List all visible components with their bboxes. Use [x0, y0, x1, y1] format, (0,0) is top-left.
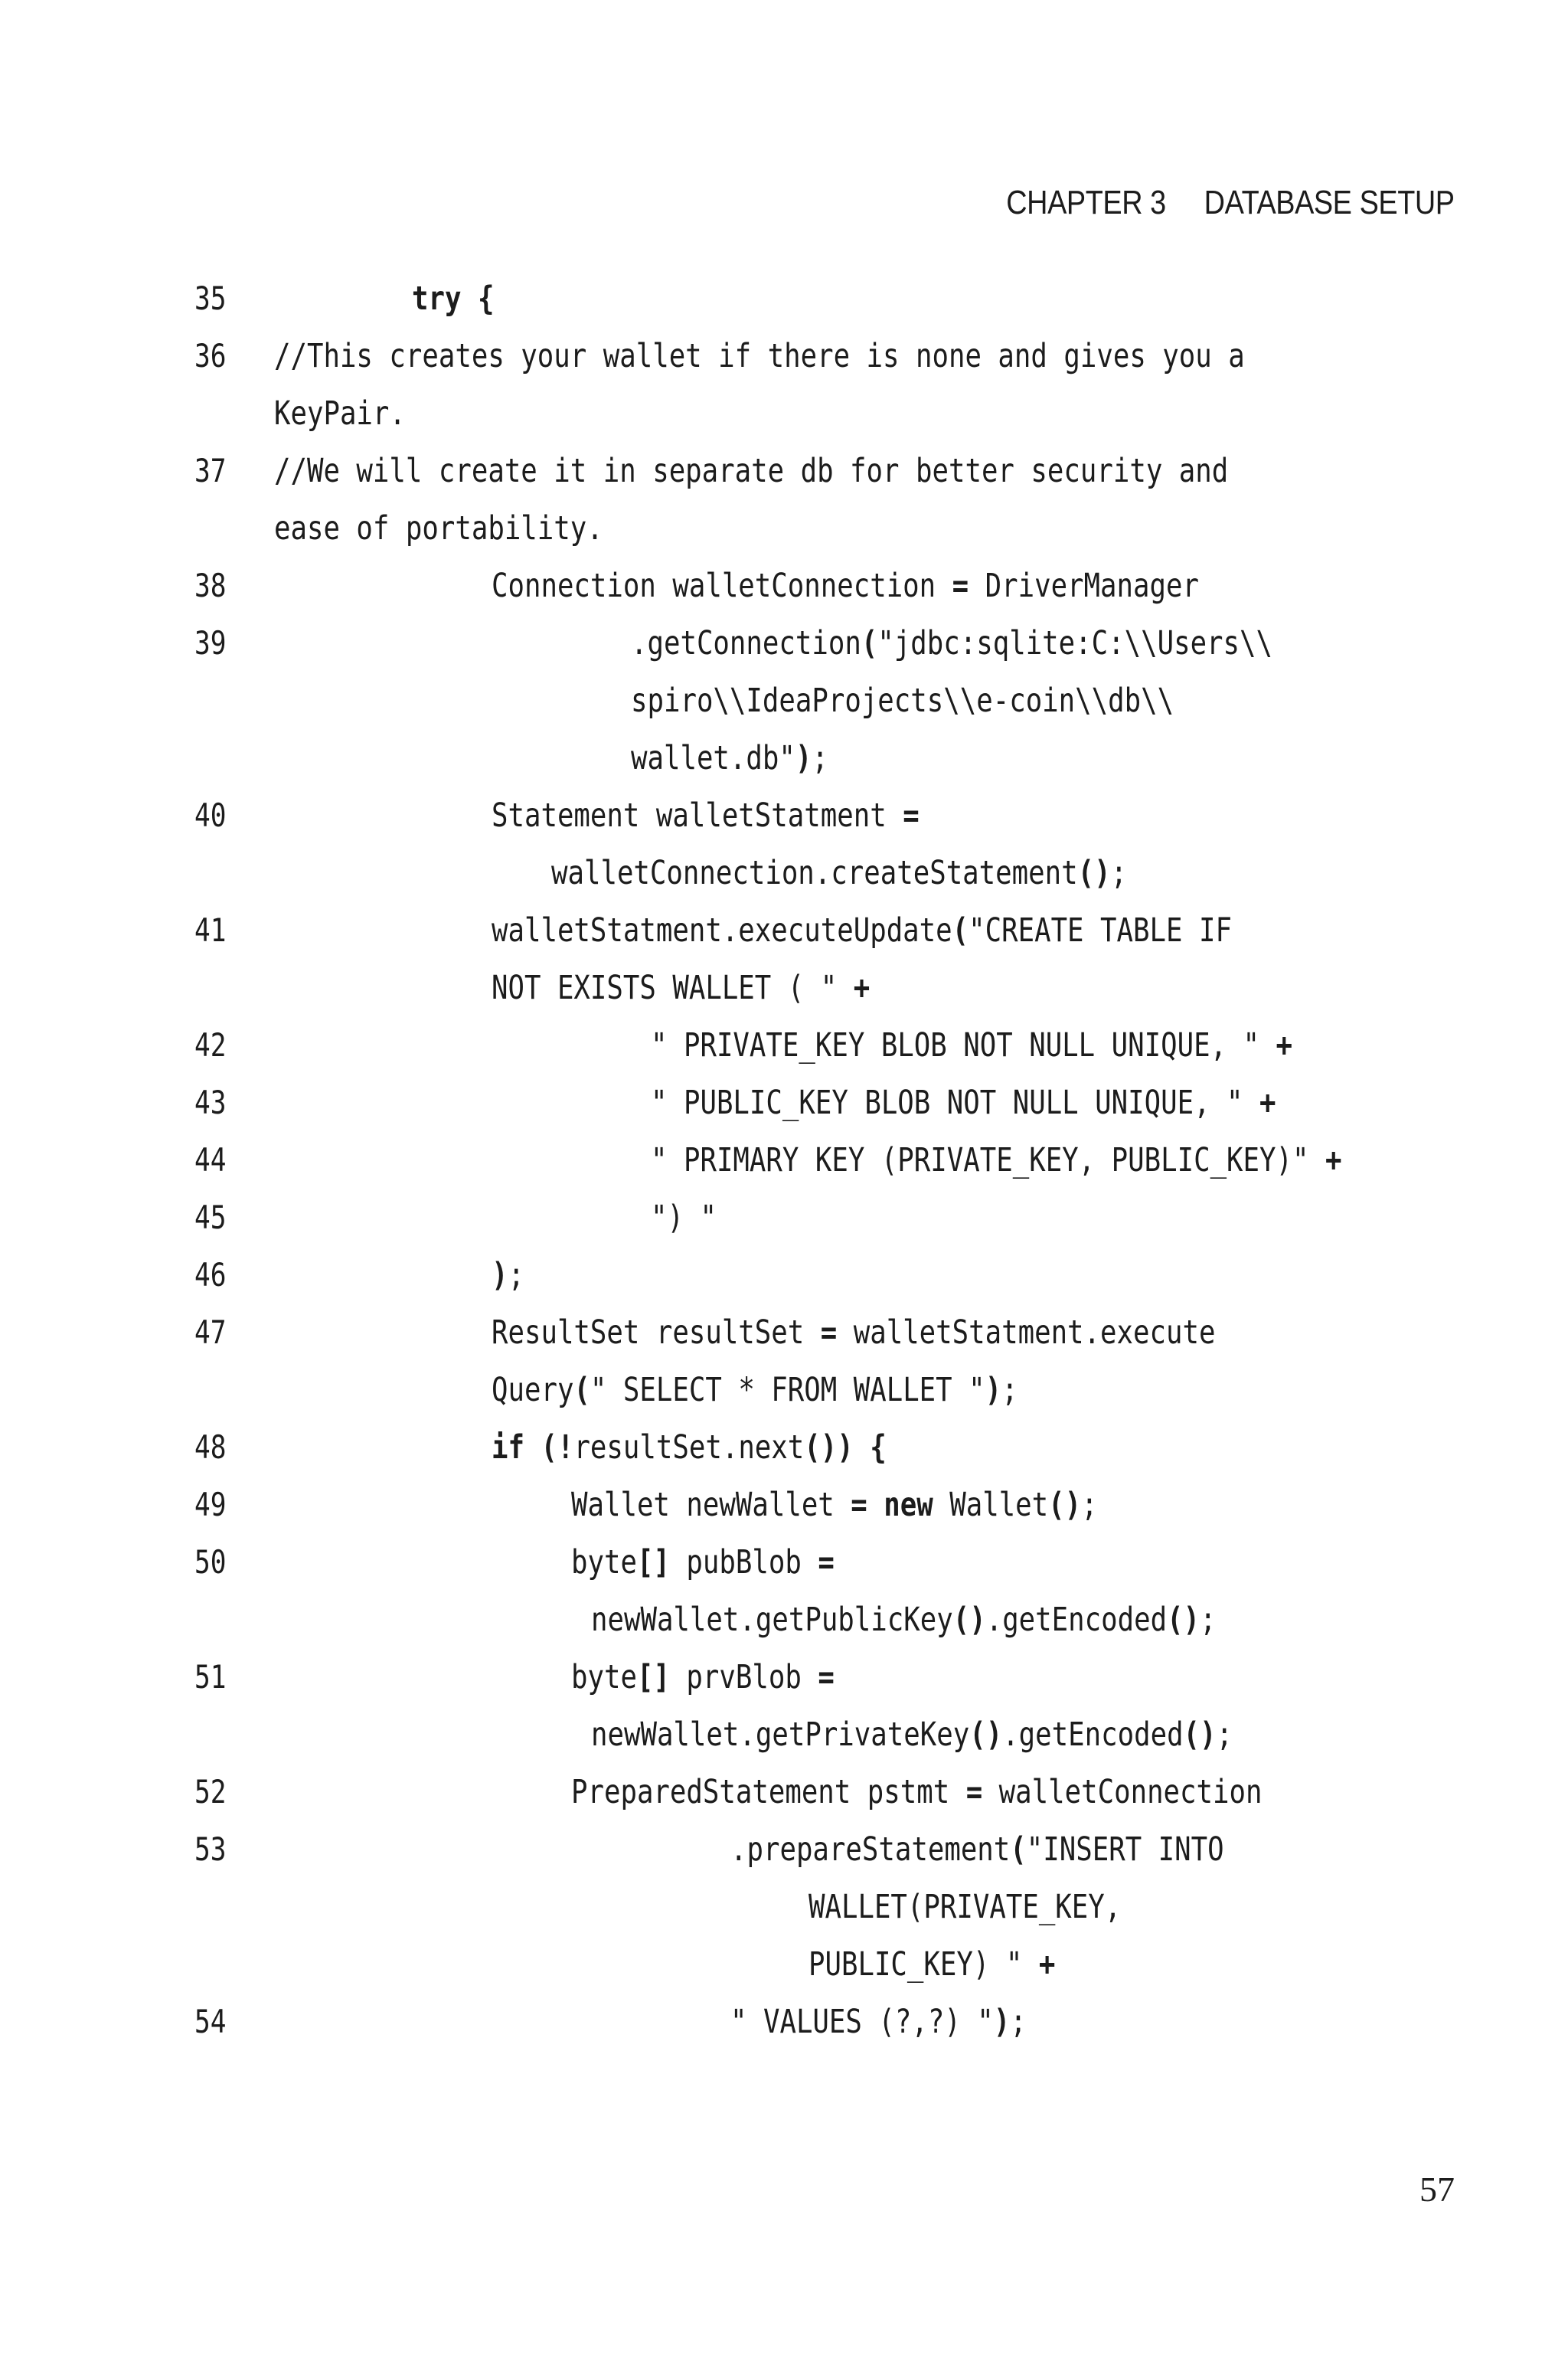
code-token: .prepareStatement [730, 1830, 1011, 1869]
running-header [1007, 184, 1455, 222]
code-token: PUBLIC_KEY) " [808, 1945, 1039, 1984]
code-line [0, 959, 1568, 1017]
code-line [0, 327, 1568, 385]
code-token: walletConnection.createStatement [551, 854, 1078, 892]
code-text [571, 1763, 1262, 1821]
code-line [0, 1016, 1568, 1075]
code-text [631, 614, 1272, 672]
code-token-bold: = [820, 1313, 838, 1352]
code-token: walletConnection [982, 1773, 1263, 1811]
code-token: Statement walletStatment [492, 796, 903, 835]
code-token: PreparedStatement pstmt [571, 1773, 966, 1811]
code-line [0, 1935, 1568, 1994]
code-token-bold: new [884, 1486, 933, 1524]
line-number: 49 [194, 1486, 227, 1523]
code-token [867, 1486, 884, 1524]
code-token: ; [1200, 1601, 1217, 1639]
code-line [0, 1476, 1568, 1534]
code-token-bold: + [1259, 1084, 1276, 1122]
code-line [0, 1533, 1568, 1591]
line-number: 46 [194, 1256, 227, 1294]
code-token: ; [812, 739, 828, 777]
code-line [0, 442, 1568, 500]
code-token: ; [1110, 854, 1128, 892]
code-token-bold: [] [636, 1543, 670, 1582]
code-line [0, 1706, 1568, 1764]
code-token-bold: () [1167, 1601, 1200, 1639]
code-token: " VALUES (?,?) " [730, 2003, 994, 2041]
code-token-bold: ) [492, 1256, 508, 1294]
code-token-bold: = [851, 1486, 867, 1524]
code-token: ease of portability. [274, 509, 603, 548]
chapter-label: CHAPTER 3 [1006, 184, 1167, 221]
code-token: ResultSet resultSet [492, 1313, 821, 1352]
code-token: newWallet.getPrivateKey [591, 1716, 970, 1754]
code-token-bold: if [492, 1428, 524, 1467]
code-text [571, 1476, 1098, 1534]
code-text [651, 1189, 717, 1247]
code-text [274, 384, 406, 443]
code-token: spiro\\IdeaProjects\\e-coin\\db\\ [631, 682, 1174, 720]
code-token: "jdbc:sqlite:C:\\Users\\ [877, 624, 1273, 662]
code-text [274, 442, 1228, 500]
code-text [274, 499, 603, 558]
code-token: ; [1010, 2003, 1027, 2041]
code-token-bold: try { [412, 280, 495, 318]
code-text [492, 1246, 524, 1304]
code-token: Wallet newWallet [571, 1486, 851, 1524]
code-token: " PRIVATE_KEY BLOB NOT NULL UNIQUE, " [651, 1026, 1276, 1065]
code-text [492, 557, 1199, 615]
code-token: KeyPair. [274, 394, 406, 433]
line-number: 44 [194, 1141, 227, 1179]
code-text [730, 1820, 1224, 1879]
code-line [0, 614, 1568, 672]
code-token-bold: ( [573, 1371, 590, 1409]
code-line [0, 844, 1568, 902]
code-token-bold: ) [985, 1371, 1002, 1409]
code-token: pubBlob [669, 1543, 818, 1582]
line-number: 47 [194, 1313, 227, 1351]
code-token: ; [508, 1256, 524, 1294]
line-number: 45 [194, 1199, 227, 1236]
code-token-bold: ) [993, 2003, 1011, 2041]
code-token-bold: = [965, 1773, 983, 1811]
code-token-bold: () [952, 1601, 986, 1639]
code-token: prvBlob [669, 1658, 818, 1696]
code-text [274, 327, 1245, 385]
line-number: 50 [194, 1543, 227, 1581]
line-number: 40 [194, 796, 227, 834]
code-text [412, 270, 494, 328]
page-number: 57 [1419, 2170, 1455, 2209]
code-token-bold: () [1077, 854, 1111, 892]
code-token-bold: ( [952, 911, 969, 950]
code-line [0, 1648, 1568, 1706]
code-line [0, 1074, 1568, 1132]
line-number: 41 [194, 911, 227, 949]
code-token: WALLET(PRIVATE_KEY, [808, 1888, 1122, 1926]
code-text [651, 1074, 1276, 1132]
code-token: Wallet [933, 1486, 1049, 1524]
code-token: " PUBLIC_KEY BLOB NOT NULL UNIQUE, " [651, 1084, 1260, 1122]
code-token-bold: + [1038, 1945, 1056, 1984]
section-title: DATABASE SETUP [1204, 184, 1455, 221]
code-token: DriverManager [969, 567, 1199, 605]
code-token-bold: = [818, 1658, 835, 1696]
line-number: 36 [194, 337, 227, 375]
code-line [0, 384, 1568, 443]
code-token: ; [1001, 1371, 1018, 1409]
code-token-bold: = [818, 1543, 835, 1582]
code-line [0, 1763, 1568, 1821]
code-token-bold: [] [636, 1658, 670, 1696]
code-token-bold: ( [861, 624, 878, 662]
code-text [492, 1303, 1215, 1362]
code-line [0, 1246, 1568, 1304]
code-token: ") " [651, 1199, 717, 1237]
code-token: walletStatment.executeUpdate [492, 911, 952, 950]
line-number: 39 [194, 624, 227, 662]
line-number: 51 [194, 1658, 227, 1696]
code-text [591, 1706, 1233, 1764]
code-line [0, 729, 1568, 787]
code-token: wallet.db" [631, 739, 795, 777]
code-token-bold: ) [795, 739, 812, 777]
code-line [0, 1820, 1568, 1879]
code-text [651, 1016, 1292, 1075]
code-token: Connection walletConnection [492, 567, 952, 605]
code-token: //This creates your wallet if there is none and gives you a [274, 337, 1245, 375]
line-number: 53 [194, 1830, 227, 1868]
code-token: " SELECT * FROM WALLET " [590, 1371, 985, 1409]
line-number: 37 [194, 452, 227, 489]
code-text [492, 1418, 887, 1477]
code-line [0, 1189, 1568, 1247]
code-text [571, 1648, 835, 1706]
line-number: 48 [194, 1428, 227, 1466]
code-text [808, 1878, 1121, 1936]
code-token-bold: = [952, 567, 969, 605]
code-line [0, 1418, 1568, 1477]
line-number: 54 [194, 2003, 227, 2040]
code-text [651, 1131, 1341, 1189]
line-number: 38 [194, 567, 227, 604]
code-token-bold: () [1048, 1486, 1082, 1524]
code-text [591, 1591, 1217, 1649]
code-line [0, 270, 1568, 328]
code-token: Query [492, 1371, 574, 1409]
code-text [808, 1935, 1055, 1994]
line-number: 35 [194, 280, 227, 317]
code-text [492, 959, 870, 1017]
line-number: 43 [194, 1084, 227, 1121]
code-token: ; [1081, 1486, 1098, 1524]
code-token-bold: ( [1010, 1830, 1027, 1869]
code-line [0, 901, 1568, 960]
code-token [524, 1428, 541, 1467]
code-line [0, 1303, 1568, 1362]
code-text [631, 672, 1174, 730]
code-line [0, 787, 1568, 845]
code-token-bold: = [903, 796, 920, 835]
code-token: .getConnection [631, 624, 861, 662]
line-number: 42 [194, 1026, 227, 1064]
code-token: .getEncoded [1002, 1716, 1184, 1754]
code-token: NOT EXISTS WALLET ( " [492, 969, 854, 1007]
code-text [571, 1533, 835, 1591]
code-line [0, 1993, 1568, 2051]
code-token: " PRIMARY KEY (PRIVATE_KEY, PUBLIC_KEY)" [651, 1141, 1325, 1179]
code-token: resultSet.next [573, 1428, 805, 1467]
code-token: newWallet.getPublicKey [591, 1601, 953, 1639]
code-token: //We will create it in separate db for better security and [274, 452, 1229, 490]
code-token: walletStatment.execute [837, 1313, 1216, 1352]
code-text [551, 844, 1127, 902]
code-line [0, 1361, 1568, 1419]
code-line [0, 1878, 1568, 1936]
code-token-bold: + [853, 969, 871, 1007]
code-token-bold: ()) { [804, 1428, 887, 1467]
code-text [631, 729, 828, 787]
code-line [0, 1131, 1568, 1189]
code-line [0, 672, 1568, 730]
code-line [0, 1591, 1568, 1649]
code-token-bold: (! [541, 1428, 574, 1467]
line-number: 52 [194, 1773, 227, 1810]
code-token: "INSERT INTO [1026, 1830, 1224, 1869]
code-token-bold: + [1276, 1026, 1293, 1065]
code-token: byte [571, 1658, 637, 1696]
code-text [492, 901, 1232, 960]
code-text [492, 787, 920, 845]
code-text [730, 1993, 1027, 2051]
code-token: .getEncoded [985, 1601, 1168, 1639]
code-token-bold: () [1183, 1716, 1217, 1754]
code-line [0, 557, 1568, 615]
code-line [0, 499, 1568, 558]
code-token-bold: () [969, 1716, 1003, 1754]
code-text [492, 1361, 1018, 1419]
code-token-bold: + [1325, 1141, 1342, 1179]
code-token: byte [571, 1543, 637, 1582]
code-token: ; [1216, 1716, 1233, 1754]
code-token: "CREATE TABLE IF [969, 911, 1232, 950]
